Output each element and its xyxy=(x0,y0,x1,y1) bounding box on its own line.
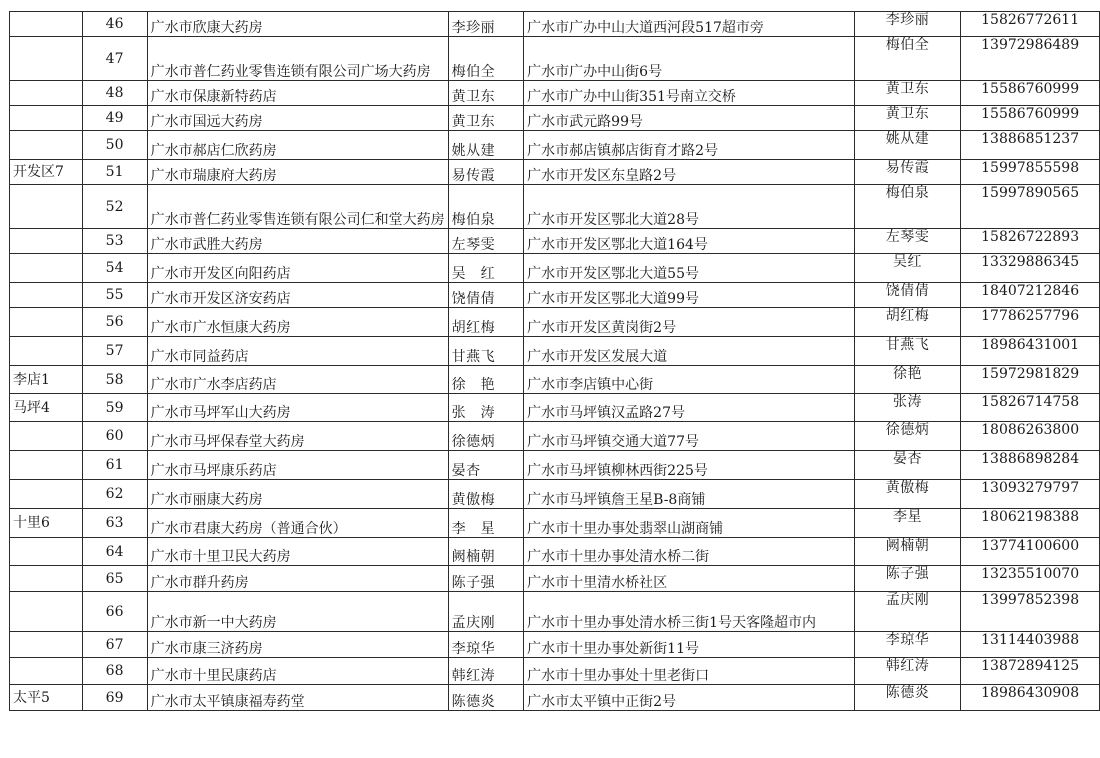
table-row xyxy=(10,538,1100,566)
store-address: 广水市十里办事处清水桥三街1号天客隆超市内 xyxy=(524,592,855,632)
store-name: 广水市欣康大药房 xyxy=(147,12,448,37)
region-cell xyxy=(10,451,83,480)
store-name: 广水市康三济药房 xyxy=(147,632,448,658)
contact-phone: 13774100600 xyxy=(961,538,1100,566)
row-number: 55 xyxy=(82,283,147,308)
store-name: 广水市开发区向阳药店 xyxy=(147,254,448,283)
store-address: 广水市十里办事处新街11号 xyxy=(524,632,855,658)
legal-representative: 饶倩倩 xyxy=(448,283,524,308)
contact-phone: 15586760999 xyxy=(961,81,1100,106)
store-address: 广水市开发区鄂北大道99号 xyxy=(524,283,855,308)
store-name: 广水市普仁药业零售连锁有限公司仁和堂大药房 xyxy=(147,185,448,229)
legal-representative: 姚从建 xyxy=(448,131,524,160)
store-address: 广水市开发区东皇路2号 xyxy=(524,160,855,185)
store-address: 广水市郝店镇郝店街育才路2号 xyxy=(524,131,855,160)
contact-phone: 15972981829 xyxy=(961,366,1100,394)
store-address: 广水市十里办事处清水桥二街 xyxy=(524,538,855,566)
store-address: 广水市十里清水桥社区 xyxy=(524,566,855,592)
table-row xyxy=(10,509,1100,538)
store-address: 广水市太平镇中正街2号 xyxy=(524,685,855,711)
legal-representative: 甘燕飞 xyxy=(448,337,524,366)
region-cell xyxy=(10,592,83,632)
region-cell xyxy=(10,308,83,337)
store-name: 广水市马坪保春堂大药房 xyxy=(147,422,448,451)
region-cell xyxy=(10,12,83,37)
region-cell: 太平5 xyxy=(10,685,83,711)
contact-person: 黄卫东 xyxy=(854,106,961,131)
store-name: 广水市太平镇康福寿药堂 xyxy=(147,685,448,711)
table-row xyxy=(10,451,1100,480)
table-row xyxy=(10,185,1100,229)
store-name: 广水市武胜大药房 xyxy=(147,229,448,254)
store-name: 广水市开发区济安药店 xyxy=(147,283,448,308)
table-row xyxy=(10,81,1100,106)
contact-phone: 15997890565 xyxy=(961,185,1100,229)
legal-representative: 黄傲梅 xyxy=(448,480,524,509)
table-row xyxy=(10,254,1100,283)
contact-person: 韩红涛 xyxy=(854,658,961,685)
table-row xyxy=(10,37,1100,81)
contact-phone: 18986431001 xyxy=(961,337,1100,366)
legal-representative: 徐德炳 xyxy=(448,422,524,451)
contact-phone: 13093279797 xyxy=(961,480,1100,509)
contact-person: 甘燕飞 xyxy=(854,337,961,366)
store-address: 广水市马坪镇詹王星B-8商铺 xyxy=(524,480,855,509)
region-cell xyxy=(10,131,83,160)
region-cell xyxy=(10,566,83,592)
contact-phone: 13329886345 xyxy=(961,254,1100,283)
table-row xyxy=(10,366,1100,394)
store-name: 广水市广水恒康大药房 xyxy=(147,308,448,337)
table-row xyxy=(10,337,1100,366)
row-number: 60 xyxy=(82,422,147,451)
contact-phone: 15826722893 xyxy=(961,229,1100,254)
store-address: 广水市广办中山大道西河段517超市旁 xyxy=(524,12,855,37)
contact-person: 黄傲梅 xyxy=(854,480,961,509)
legal-representative: 陈子强 xyxy=(448,566,524,592)
row-number: 68 xyxy=(82,658,147,685)
table-row xyxy=(10,685,1100,711)
store-name: 广水市郝店仁欣药房 xyxy=(147,131,448,160)
region-cell xyxy=(10,538,83,566)
region-cell xyxy=(10,185,83,229)
row-number: 66 xyxy=(82,592,147,632)
contact-phone: 13235510070 xyxy=(961,566,1100,592)
contact-person: 李珍丽 xyxy=(854,12,961,37)
contact-phone: 15586760999 xyxy=(961,106,1100,131)
row-number: 52 xyxy=(82,185,147,229)
region-cell: 开发区7 xyxy=(10,160,83,185)
contact-person: 梅伯全 xyxy=(854,37,961,81)
store-name: 广水市十里民康药店 xyxy=(147,658,448,685)
region-cell: 李店1 xyxy=(10,366,83,394)
table-row xyxy=(10,632,1100,658)
pharmacy-table xyxy=(9,11,1100,711)
store-name: 广水市同益药店 xyxy=(147,337,448,366)
legal-representative: 阙楠朝 xyxy=(448,538,524,566)
store-address: 广水市广办中山街6号 xyxy=(524,37,855,81)
store-name: 广水市普仁药业零售连锁有限公司广场大药房 xyxy=(147,37,448,81)
contact-person: 胡红梅 xyxy=(854,308,961,337)
contact-phone: 15826772611 xyxy=(961,12,1100,37)
contact-person: 左琴雯 xyxy=(854,229,961,254)
store-address: 广水市开发区发展大道 xyxy=(524,337,855,366)
region-cell: 马坪4 xyxy=(10,394,83,422)
row-number: 51 xyxy=(82,160,147,185)
table-row xyxy=(10,131,1100,160)
store-address: 广水市开发区鄂北大道55号 xyxy=(524,254,855,283)
region-cell xyxy=(10,632,83,658)
region-cell xyxy=(10,337,83,366)
store-address: 广水市广办中山街351号南立交桥 xyxy=(524,81,855,106)
contact-phone: 13886851237 xyxy=(961,131,1100,160)
contact-person: 徐德炳 xyxy=(854,422,961,451)
legal-representative: 左琴雯 xyxy=(448,229,524,254)
contact-phone: 18062198388 xyxy=(961,509,1100,538)
contact-person: 阙楠朝 xyxy=(854,538,961,566)
region-cell xyxy=(10,229,83,254)
store-name: 广水市马坪军山大药房 xyxy=(147,394,448,422)
contact-person: 陈子强 xyxy=(854,566,961,592)
contact-person: 黄卫东 xyxy=(854,81,961,106)
row-number: 64 xyxy=(82,538,147,566)
contact-phone: 15997855598 xyxy=(961,160,1100,185)
contact-person: 姚从建 xyxy=(854,131,961,160)
row-number: 50 xyxy=(82,131,147,160)
region-cell xyxy=(10,658,83,685)
contact-phone: 13114403988 xyxy=(961,632,1100,658)
table-row xyxy=(10,283,1100,308)
legal-representative: 黄卫东 xyxy=(448,106,524,131)
legal-representative: 李 星 xyxy=(448,509,524,538)
region-cell xyxy=(10,254,83,283)
region-cell xyxy=(10,106,83,131)
contact-person: 晏杏 xyxy=(854,451,961,480)
legal-representative: 李琼华 xyxy=(448,632,524,658)
legal-representative: 黄卫东 xyxy=(448,81,524,106)
contact-phone: 13872894125 xyxy=(961,658,1100,685)
store-address: 广水市李店镇中心街 xyxy=(524,366,855,394)
contact-phone: 17786257796 xyxy=(961,308,1100,337)
legal-representative: 徐 艳 xyxy=(448,366,524,394)
row-number: 63 xyxy=(82,509,147,538)
region-cell xyxy=(10,480,83,509)
store-address: 广水市开发区鄂北大道164号 xyxy=(524,229,855,254)
store-address: 广水市马坪镇汉孟路27号 xyxy=(524,394,855,422)
table-row xyxy=(10,12,1100,37)
contact-phone: 15826714758 xyxy=(961,394,1100,422)
region-cell xyxy=(10,283,83,308)
legal-representative: 陈德炎 xyxy=(448,685,524,711)
store-address: 广水市十里办事处十里老街口 xyxy=(524,658,855,685)
legal-representative: 李珍丽 xyxy=(448,12,524,37)
store-address: 广水市武元路99号 xyxy=(524,106,855,131)
store-name: 广水市保康新特药店 xyxy=(147,81,448,106)
store-name: 广水市国远大药房 xyxy=(147,106,448,131)
contact-phone: 13972986489 xyxy=(961,37,1100,81)
row-number: 47 xyxy=(82,37,147,81)
contact-person: 吴红 xyxy=(854,254,961,283)
store-name: 广水市群升药房 xyxy=(147,566,448,592)
legal-representative: 梅伯泉 xyxy=(448,185,524,229)
row-number: 46 xyxy=(82,12,147,37)
row-number: 53 xyxy=(82,229,147,254)
store-address: 广水市马坪镇交通大道77号 xyxy=(524,422,855,451)
contact-phone: 18986430908 xyxy=(961,685,1100,711)
store-name: 广水市瑞康府大药房 xyxy=(147,160,448,185)
store-name: 广水市君康大药房（普通合伙） xyxy=(147,509,448,538)
store-name: 广水市新一中大药房 xyxy=(147,592,448,632)
contact-person: 张涛 xyxy=(854,394,961,422)
store-name: 广水市丽康大药房 xyxy=(147,480,448,509)
row-number: 54 xyxy=(82,254,147,283)
contact-person: 易传霞 xyxy=(854,160,961,185)
legal-representative: 张 涛 xyxy=(448,394,524,422)
row-number: 49 xyxy=(82,106,147,131)
row-number: 58 xyxy=(82,366,147,394)
contact-person: 陈德炎 xyxy=(854,685,961,711)
legal-representative: 吴 红 xyxy=(448,254,524,283)
store-name: 广水市十里卫民大药房 xyxy=(147,538,448,566)
legal-representative: 易传霞 xyxy=(448,160,524,185)
contact-phone: 18086263800 xyxy=(961,422,1100,451)
contact-person: 徐艳 xyxy=(854,366,961,394)
contact-person: 李星 xyxy=(854,509,961,538)
table-row xyxy=(10,229,1100,254)
table-row xyxy=(10,422,1100,451)
legal-representative: 韩红涛 xyxy=(448,658,524,685)
store-name: 广水市广水李店药店 xyxy=(147,366,448,394)
table-row xyxy=(10,160,1100,185)
table-row xyxy=(10,394,1100,422)
contact-phone: 18407212846 xyxy=(961,283,1100,308)
legal-representative: 晏杏 xyxy=(448,451,524,480)
store-address: 广水市十里办事处翡翠山湖商铺 xyxy=(524,509,855,538)
store-address: 广水市开发区鄂北大道28号 xyxy=(524,185,855,229)
contact-phone: 13997852398 xyxy=(961,592,1100,632)
legal-representative: 梅伯全 xyxy=(448,37,524,81)
contact-person: 梅伯泉 xyxy=(854,185,961,229)
row-number: 61 xyxy=(82,451,147,480)
row-number: 56 xyxy=(82,308,147,337)
contact-person: 李琼华 xyxy=(854,632,961,658)
row-number: 69 xyxy=(82,685,147,711)
contact-person: 饶倩倩 xyxy=(854,283,961,308)
table-row xyxy=(10,308,1100,337)
row-number: 65 xyxy=(82,566,147,592)
region-cell xyxy=(10,422,83,451)
table-row xyxy=(10,592,1100,632)
contact-person: 孟庆刚 xyxy=(854,592,961,632)
store-address: 广水市开发区黄岗街2号 xyxy=(524,308,855,337)
row-number: 48 xyxy=(82,81,147,106)
table-row xyxy=(10,480,1100,509)
contact-phone: 13886898284 xyxy=(961,451,1100,480)
region-cell xyxy=(10,37,83,81)
row-number: 67 xyxy=(82,632,147,658)
row-number: 57 xyxy=(82,337,147,366)
table-row xyxy=(10,658,1100,685)
row-number: 59 xyxy=(82,394,147,422)
region-cell: 十里6 xyxy=(10,509,83,538)
legal-representative: 孟庆刚 xyxy=(448,592,524,632)
store-name: 广水市马坪康乐药店 xyxy=(147,451,448,480)
region-cell xyxy=(10,81,83,106)
row-number: 62 xyxy=(82,480,147,509)
table-row xyxy=(10,106,1100,131)
store-address: 广水市马坪镇柳林西街225号 xyxy=(524,451,855,480)
legal-representative: 胡红梅 xyxy=(448,308,524,337)
table-row xyxy=(10,566,1100,592)
